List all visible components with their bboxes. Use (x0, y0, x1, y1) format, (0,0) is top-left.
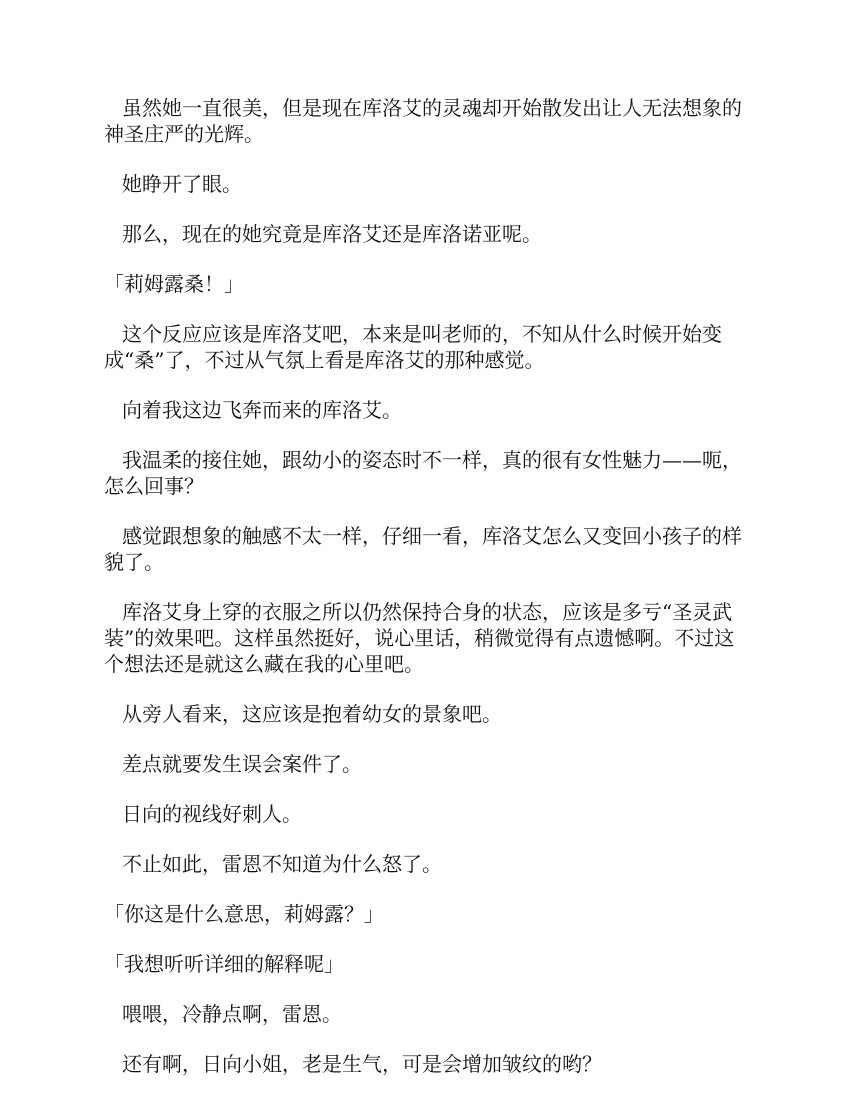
paragraph-13: 不止如此，雷恩不知道为什么怒了。 (122, 852, 442, 876)
dialog-line-3: 「我想听听详细的解释呢」 (104, 952, 344, 976)
dialog-line-2: 「你这是什么意思，莉姆露？」 (104, 902, 384, 926)
dialog-line-1: 「莉姆露桑！」 (104, 272, 244, 296)
paragraph-1: 虽然她一直很美，但是现在库洛艾的灵魂却开始散发出让人无法想象的神圣庄严的光辉。 (104, 96, 742, 146)
paragraph-16: 喂喂，冷静点啊，雷恩。 (122, 1002, 342, 1026)
paragraph-12: 日向的视线好刺人。 (122, 802, 302, 826)
paragraph-2: 她睁开了眼。 (122, 172, 242, 196)
paragraph-10: 从旁人看来，这应该是抱着幼女的景象吧。 (122, 702, 502, 726)
paragraph-6: 向着我这边飞奔而来的库洛艾。 (122, 398, 402, 422)
paragraph-17: 还有啊，日向小姐，老是生气，可是会增加皱纹的哟？ (122, 1052, 602, 1076)
document-page (104, 95, 754, 1101)
paragraph-7: 我温柔的接住她，跟幼小的姿态时不一样，真的很有女性魅力——呃，怎么回事？ (104, 448, 742, 498)
paragraph-11: 差点就要发生误会案件了。 (122, 752, 362, 776)
paragraph-9: 库洛艾身上穿的衣服之所以仍然保持合身的状态，应该是多亏“圣灵武装”的效果吧。这样虽然挺好，说心里话，稍微觉得有点遗憾啊。不过这个想法还是就这么藏在我的心里吧。 (104, 600, 735, 676)
paragraph-8: 感觉跟想象的触感不太一样，仔细一看，库洛艾怎么又变回小孩子的样貌了。 (104, 524, 742, 574)
paragraph-3: 那么，现在的她究竟是库洛艾还是库洛诺亚呢。 (122, 222, 542, 246)
paragraph-5: 这个反应应该是库洛艾吧，本来是叫老师的，不知从什么时候开始变成“桑”了，不过从气氛上看是库洛艾的那种感觉。 (104, 322, 722, 372)
